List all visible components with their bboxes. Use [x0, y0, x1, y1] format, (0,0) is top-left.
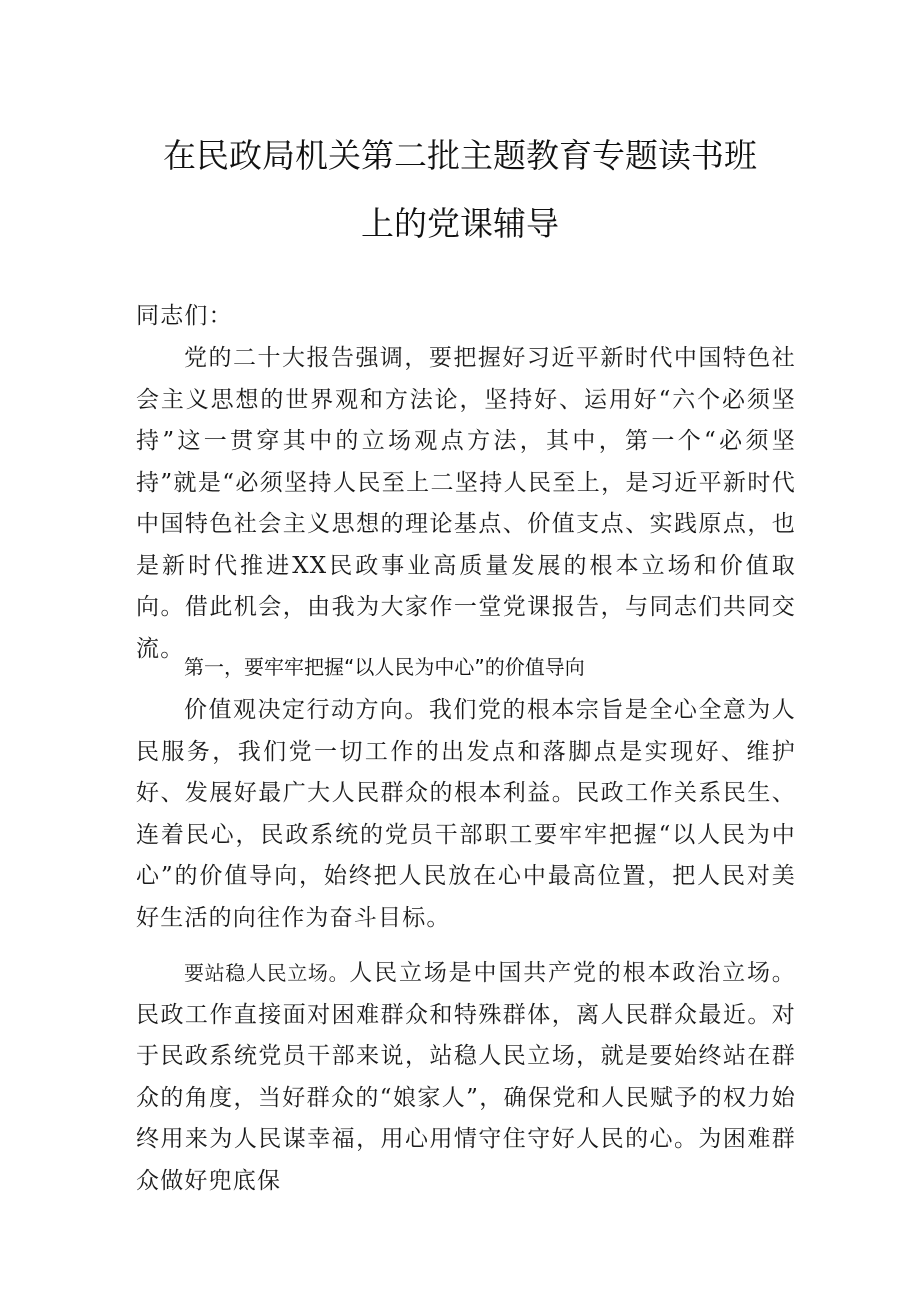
- paragraph-intro: 党的二十大报告强调，要把握好习近平新时代中国特色社会主义思想的世界观和方法论，坚持好、运用好“六个必须坚持”这一贯穿其中的立场观点方法，其中，第一个“必须坚持”就是“必须坚持人民至上二坚持人民至上，是习近平新时代中国特色社会主义思想的理论基点、价值支点、实践原点，也是新时代推进XX民政事业高质量发展的根本立场和价值取向。借此机会，由我为大家作一堂党课报告，与同志们共同交流。: [136, 345, 796, 662]
- section-heading-1: 第一，要牢牢把握“以人民为中心”的价值导向: [184, 655, 585, 679]
- salutation: 同志们：: [136, 303, 233, 329]
- paragraph-people-stance: [136, 953, 796, 1202]
- paragraph-lead-phrase: 要站稳人民立场。: [184, 961, 350, 985]
- document-title-line-1: 在民政局机关第二批主题教育专题读书班: [163, 136, 757, 175]
- paragraph-body: 人民立场是中国共产党的根本政治立场。民政工作直接面对困难群众和特殊群体，离人民群众最近。对于民政系统党员干部来说，站稳人民立场，就是要始终站在群众的角度，当好群众的“娘家人”，确保党和人民赋予的权力始终用来为人民谋幸福，用心用情守住守好人民的心。为困难群众做好兜底保: [136, 960, 796, 1194]
- paragraph-values: 价值观决定行动方向。我们党的根本宗旨是全心全意为人民服务，我们党一切工作的出发点和落脚点是实现好、维护好、发展好最广大人民群众的根本利益。民政工作关系民生、连着民心，民政系统的党员干部职工要牢牢把握“以人民为中心”的价值导向，始终把人民放在心中最高位置，把人民对美好生活的向往作为奋斗目标。: [136, 697, 796, 931]
- document-title-line-2: 上的党课辅导: [361, 204, 559, 243]
